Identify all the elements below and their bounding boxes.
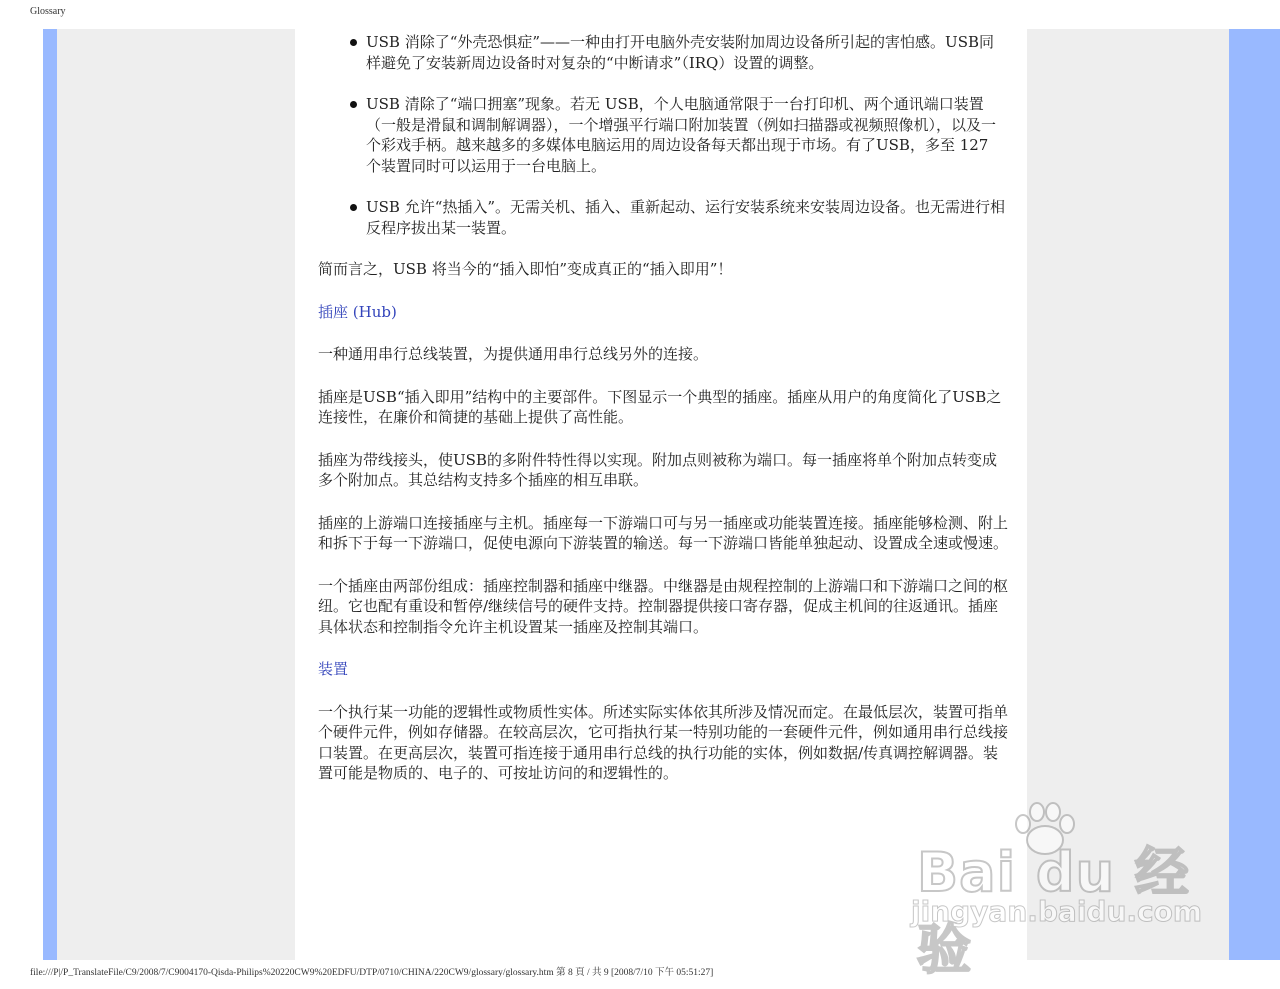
list-item-text: USB 消除了“外壳恐惧症”——一种由打开电脑外壳安装附加周边设备所引起的害怕感。USB同样避免了安装新周边设备时对复杂的“中断请求”（IRQ）设置的调整。 <box>366 33 994 72</box>
hub-paragraph: 插座是USB“插入即用”结构中的主要部件。下图显示一个典型的插座。插座从用户的角度简化了USB之连接性，在廉价和简捷的基础上提供了高性能。 <box>318 387 1002 426</box>
watermark-brand: Bai du 经验 <box>917 841 1190 981</box>
bullet-icon <box>350 204 357 211</box>
baidu-watermark <box>905 800 1205 981</box>
watermark-url: jingyan.baidu.com <box>911 895 1203 928</box>
usb-benefits-list <box>318 32 1008 238</box>
list-item-text: USB 允许“热插入”。无需关机、插入、重新起动、运行安装系统来安装周边设备。也无需进行相反程序拔出某一装置。 <box>366 198 1006 237</box>
device-paragraph: 一个执行某一功能的逻辑性或物质性实体。所述实际实体依其所涉及情况而定。在最低层次，装置可指单个硬件元件，例如存储器。在较高层次，它可指执行某一特别功能的一套硬件元件，例如通用串行总线接口装置。在更高层次，装置可指连接于通用串行总线的执行功能的实体，例如数据/传真调控解调器。装置可能是物质的、电子的、可按址访问的和逻辑性的。 <box>318 702 1009 782</box>
hub-paragraph: 一个插座由两部份组成：插座控制器和插座中继器。中继器是由规程控制的上游端口和下游端口之间的枢纽。它也配有重设和暂停/继续信号的硬件支持。控制器提供接口寄存器，促成主机间的往返通讯。插座具体状态和控制指令允许主机设置某一插座及控制其端口。 <box>318 576 1009 636</box>
right-blue-band <box>1229 29 1280 960</box>
print-footer: file:///P|/P_TranslateFile/C9/2008/7/C9004170-Qisda-Philips%20220CW9%20EDFU/DTP/0710/CHINA/220CW9/glossary/glossary.htm 第 8 頁 / 共 9 [2008/7/10 下午 05:51:27] <box>30 968 714 978</box>
bullet-icon <box>350 101 357 108</box>
hub-paragraph: 插座为带线接头，使USB的多附件特性得以实现。附加点则被称为端口。每一插座将单个附加点转变成多个附加点。其总结构支持多个插座的相互串联。 <box>318 450 997 489</box>
list-item <box>348 94 1008 176</box>
list-item-text: USB 清除了“端口拥塞”现象。若无 USB，个人电脑通常限于一台打印机、两个通讯端口装置（一般是滑鼠和调制解调器），一个增强平行端口附加装置（例如扫描器或视频照像机），以及一个彩戏手柄。越来越多的多媒体电脑运用的周边设备每天都出现于市场。有了USB，多至 127 个装置同时可以运用于一台电脑上。 <box>366 95 997 175</box>
list-item <box>348 32 1008 73</box>
left-gray-band <box>57 29 295 960</box>
glossary-term-device: 装置 <box>318 660 349 678</box>
print-header: Glossary <box>30 6 66 17</box>
list-item <box>348 197 1008 238</box>
left-blue-band <box>43 29 57 960</box>
glossary-term-hub: 插座 (Hub) <box>318 302 397 321</box>
summary-paragraph: 简而言之，USB 将当今的“插入即怕”变成真正的“插入即用”！ <box>318 260 733 278</box>
hub-paragraph: 一种通用串行总线装置，为提供通用串行总线另外的连接。 <box>318 345 709 363</box>
hub-paragraph: 插座的上游端口连接插座与主机。插座每一下游端口可与另一插座或功能装置连接。插座能够检测、附上和拆下于每一下游端口，促使电源向下游装置的输送。每一下游端口皆能单独起动、设置成全速或慢速。 <box>318 513 1009 552</box>
bullet-icon <box>350 39 357 46</box>
document-content <box>318 32 1008 806</box>
